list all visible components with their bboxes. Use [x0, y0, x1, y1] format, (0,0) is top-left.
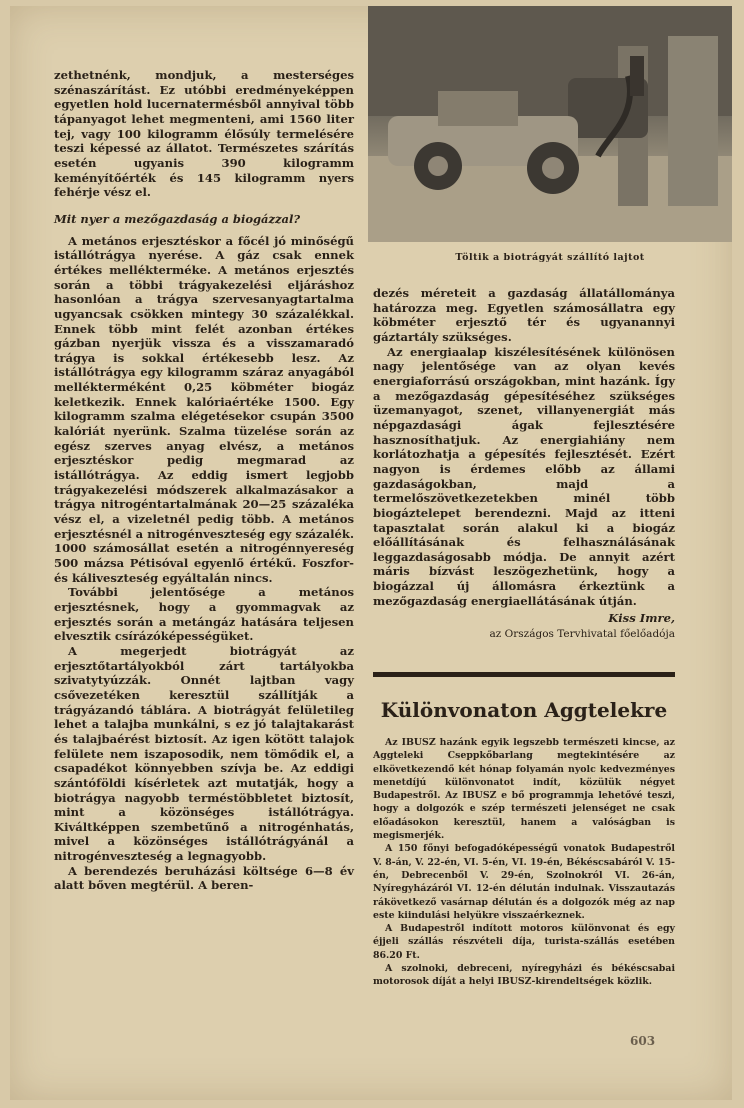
photo-caption: Töltik a biotrágyát szállító lajtot	[455, 252, 645, 263]
left-column	[54, 68, 354, 893]
left-paragraph-4: A megerjedt biotrágyát az erjesztőtartályokból zárt tartályokba szivatytyúzzák. Onnét lajtban vagy csővezetéken keresztül szállítják a trágyázandó táblára. A biotrágyát felületileg lehet a talajba munkálni, s ez jó talajtakarást és talajbaérést biztosít. Az igen kötött talajok felülete nem iszaposodik, nem tömődik el, a csapadékot könnyebben szívja be. Az eddigi szántóföldi kísérletek azt mutatják, hogy a biotrágya nagyobb terméstöbbletet biztosít, mint a közönséges istállótrágya. Kiváltképpen szembetűnő a nitrogénhatás, mivel a közönséges istállótrágyánál a nitrogénveszteség a legnagyobb.	[54, 643, 354, 864]
page-number: 603	[630, 1034, 656, 1048]
author-role: az Országos Tervhivatal főelőadója	[489, 628, 675, 641]
tanker-photo-illustration	[368, 6, 732, 242]
section-heading: Mit nyer a mezőgazdaság a biogázzal?	[54, 211, 301, 226]
left-paragraph-3: További jelentősége a metános erjesztésnek, hogy a gyommagvak az erjesztés során a metángáz hatására teljesen elvesztik csírázóképességüket.	[54, 585, 354, 644]
article-paragraph-4: A szolnoki, debreceni, nyíregyházi és békéscsabai motorosok díját a helyi IBUSZ-kirendeltségek közlik.	[373, 963, 675, 988]
article-headline: Különvonaton Aggtelekre	[380, 698, 668, 722]
author-name: Kiss Imre,	[608, 611, 675, 626]
left-paragraph-2: A metános erjesztéskor a főcél jó minőségű istállótrágya nyerése. A gáz csak ennek értékes mellékterméke. A metános erjesztés során a többi trágyakezelési eljáráshoz hasonlóan a trágya szervesanyagtartalma ugyancsak csökken mintegy 30 százalékkal. Ennek több mint felét azonban értékes gázban nyerjük vissza és a visszamaradó trágya is sokkal értékesebb lesz. Az istállótrágya egy kilogramm száraz anyagából mellékterméként 0,25 köbméter biogáz keletkezik. Ennek kalóriaértéke 1500. Egy kilogramm szalma elégetésekor csupán 3500 kalóriát nyerünk. Szalma tüzelése során az egész szerves anyag elvész, a metános erjesztéskor pedig megmarad az istállótrágya. Az eddig ismert legjobb trágyakezelési módszerek alkalmazásakor a trágya nitrogéntartalmának 20—25 százaléka vész el, a vizeletnél pedig több. A metános erjesztésnél a nitrogénveszteség egy százalék. 1000 számosállat esetén a nitrogénnyereség 500 mázsa Pétisóval egyenlő értékű. Foszfor- és káliveszteség egyáltalán nincs.	[54, 233, 354, 585]
right-paragraph-1: dezés méreteit a gazdaság állatállománya határozza meg. Egyetlen számosállatra egy köbméter erjesztő tér és ugyanannyi gáztartály szükséges.	[373, 286, 675, 344]
article-paragraph-1: Az IBUSZ hazánk egyik legszebb természeti kincse, az Aggteleki Cseppkőbarlang megtekintésére az elkövetkezendő két hónap folyamán nyolc kedvezményes menetdíjú különvonatot indít, közülük négyet Budapestről. Az IBUSZ e bő programmja lehetővé teszi, hogy a dolgozók e szép természeti jelenséget ne csak előadásokon keresztül, hanem a valóságban is megismerjék.	[373, 737, 675, 842]
article-body	[373, 736, 675, 989]
right-paragraph-2: Az energiaalap kiszélesítésének különösen nagy jelentősége van az olyan kevés energiaforrású országokban, mint hazánk. Így a mezőgazdaság gépesítéséhez szükséges üzemanyagot, szenet, villanyenergiát más népgazdasági ágak fejlesztésére hasznosíthatjuk. Az energiahiány nem korlátozhatja a gépesítés fejlesztését. Ezért nagyon is érdemes előbb az állami gazdaságokban, majd a termelőszövetkezetekben minél több biogáztelepet berendezni. Majd az itteni tapasztalat során alakul ki a biogáz előállításának és felhasználásának leggazdaságosabb módja. De annyit azért máris bízvást leszögezhetünk, hogy a biogázzal új állomásra érkeztünk a mezőgazdaság energiaellátásának útján.	[373, 344, 675, 608]
left-paragraph-5: A berendezés beruházási költsége 6—8 év alatt bőven megtérül. A beren-	[54, 863, 354, 893]
article-paragraph-3: A Budapestről indított motoros különvonat és egy éjjeli szállás részvételi díja, turista-szállás esetében 86.20 Ft.	[373, 923, 675, 961]
tanker-photo	[368, 6, 732, 242]
article-paragraph-2: A 150 főnyi befogadóképességű vonatok Budapestről V. 8-án, V. 22-én, VI. 5-én, VI. 19-én, Békéscsabáról V. 15-én, Debrecenből V. 29-én, Szolnokról VI. 26-án, Nyíregyházáról VI. 12-én délután indulnak. Visszautazás rákövetkező vasárnap délután és a dolgozók még az nap este kiindulási helyükre visszaérkeznek.	[373, 843, 675, 921]
left-paragraph-1: zethetnénk, mondjuk, a mesterséges szénaszárítást. Ez utóbbi eredményeképpen egyetlen hold lucernatermésből annyival több tápanyagot lehet megmenteni, ami 1560 liter tej, vagy 100 kilogramm élősúly termelésére teszi képessé az állatot. Természetes szárítás esetén ugyanis 390 kilogramm keményítőérték és 145 kilogramm nyers fehérje vész el.	[54, 68, 354, 200]
section-divider	[373, 672, 675, 677]
right-column	[373, 286, 675, 642]
